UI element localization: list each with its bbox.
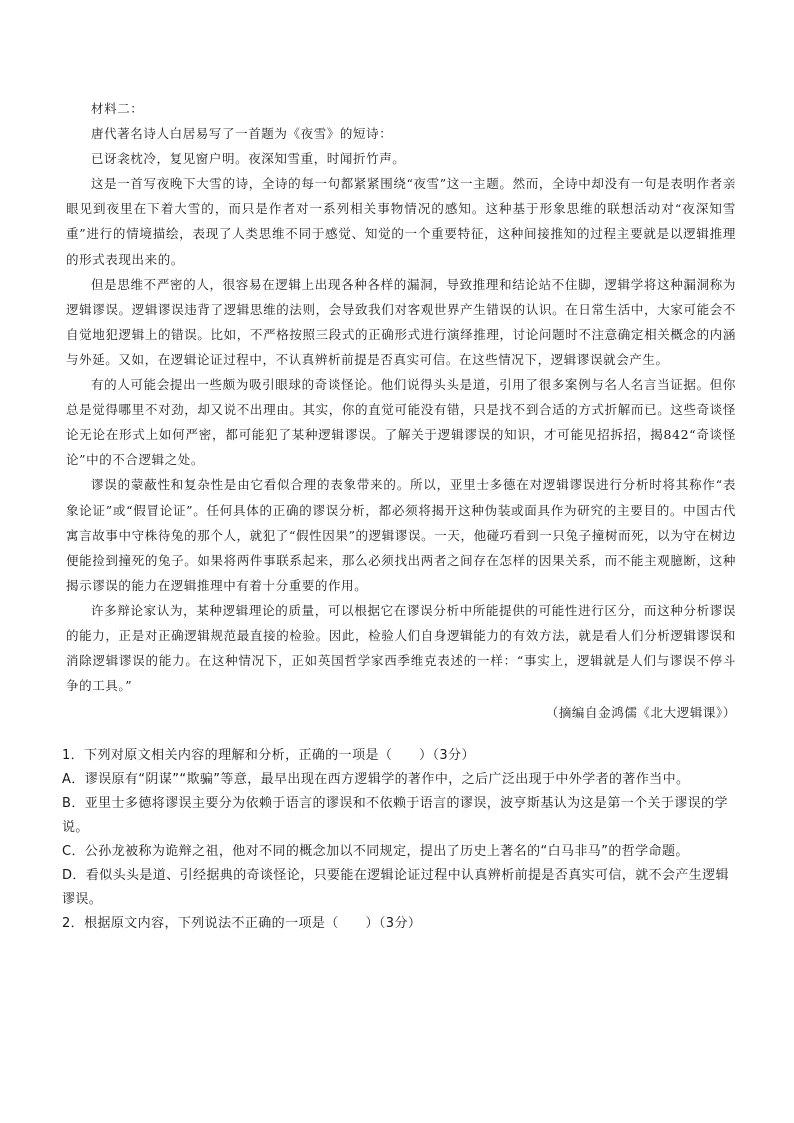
- question-1-stem: 1．下列对原文相关内容的理解和分析，正确的一项是（ ）（3分）: [62, 748, 475, 763]
- paragraph: 这是一首写夜晚下大雪的诗，全诗的每一句都紧紧围绕“夜雪”这一主题。然而，全诗中却没有一句是表明作者亲眼见到夜里在下着大雪的，而只是作者对一系列相关事物情况的感知。这种基于形象思维的联想活动对“夜深知雪重”进行的情境描绘，表现了人类思维不同于感觉、知觉的一个重要特征，这种间接推知的过程主要就是以逻辑推理的形式表现出来的。: [66, 176, 736, 267]
- question-2-stem: 2．根据原文内容，下列说法不正确的一项是（ ）（3分）: [62, 916, 422, 931]
- poem-text: 已讶衾枕冷，复见窗户明。夜深知雪重，时闻折竹声。: [91, 151, 406, 167]
- paragraph: 许多辩论家认为，某种逻辑理论的质量，可以根据它在谬误分析中所能提供的可能性进行区分，而这种分析谬误的能力，正是对正确逻辑规范最直接的检验。因此，检验人们自身逻辑能力的有效方法，就是看人们分析逻辑谬误和消除逻辑谬误的能力。在这种情况下，正如英国哲学家西季维克表述的一样：“事实上，逻辑就是人们与谬误不停斗争的工具。”: [66, 602, 736, 694]
- reading-material: [66, 96, 736, 725]
- paragraph: 谬误的蒙蔽性和复杂性是由它看似合理的表象带来的。所以，亚里士多德在对逻辑谬误进行分析时将其称作“表象论证”或“假冒论证”。任何具体的正确的谬误分析，都必须将揭开这种伪装或面具作为研究的主要目的。中国古代寓言故事中守株待兔的那个人，就犯了“假性因果”的逻辑谬误。一天，他碰巧看到一只兔子撞树而死，以为守在树边便能捡到撞死的兔子。如果将两件事联系起来，那么必须找出两者之间存在怎样的因果关系，而不能主观臆断，这种揭示谬误的能力在逻辑推理中有着十分重要的作用。: [66, 477, 736, 593]
- question-1-option-b: B．亚里士多德将谬误主要分为依赖于语言的谬误和不依赖于语言的谬误，波亨斯基认为这是第一个关于谬误的学说。: [62, 796, 728, 835]
- question-1-option-a: A．谬误原有“阴谋”“欺骗”等意，最早出现在西方逻辑学的著作中，之后广泛出现于中外学者的著作当中。: [62, 772, 690, 787]
- source-citation: （摘编自金鸿儒《北大逻辑课》）: [545, 705, 736, 721]
- paragraph: 但是思维不严密的人，很容易在逻辑上出现各种各样的漏洞，导致推理和结论站不住脚，逻辑学将这种漏洞称为逻辑谬误。逻辑谬误违背了逻辑思维的法则，会导致我们对客观世界产生错误的认识。在日常生活中，大家可能会不自觉地犯逻辑上的错误。比如，不严格按照三段式的正确形式进行演绎推理，讨论问题时不注意确定相关概念的内涵与外延。又如，在逻辑论证过程中，不认真辨析前提是否真实可信。在这些情况下，逻辑谬误就会产生。: [66, 276, 736, 367]
- question-1-option-c: C．公孙龙被称为诡辩之祖，他对不同的概念加以不同规定，提出了历史上著名的“白马非马”的哲学命题。: [62, 844, 689, 859]
- material-heading: 材料二：: [91, 101, 144, 116]
- question-1-option-d: D．看似头头是道、引经据典的奇谈怪论，只要能在逻辑论证过程中认真辨析前提是否真实可信，就不会产生逻辑谬误。: [62, 868, 730, 907]
- question-section: [62, 744, 734, 936]
- paragraph: 有的人可能会提出一些颇为吸引眼球的奇谈怪论。他们说得头头是道，引用了很多案例与名人名言当证据。但你总是觉得哪里不对劲，却又说不出理由。其实，你的直觉可能没有错，只是找不到合适的方式折解而已。这些奇谈怪论无论在形式上如何严密，都可能犯了某种逻辑谬误。了解关于逻辑谬误的知识，才可能见招拆招，揭842“奇谈怪论”中的不合逻辑之处。: [66, 377, 736, 468]
- material-intro: 唐代著名诗人白居易写了一首题为《夜雪》的短诗：: [91, 126, 393, 142]
